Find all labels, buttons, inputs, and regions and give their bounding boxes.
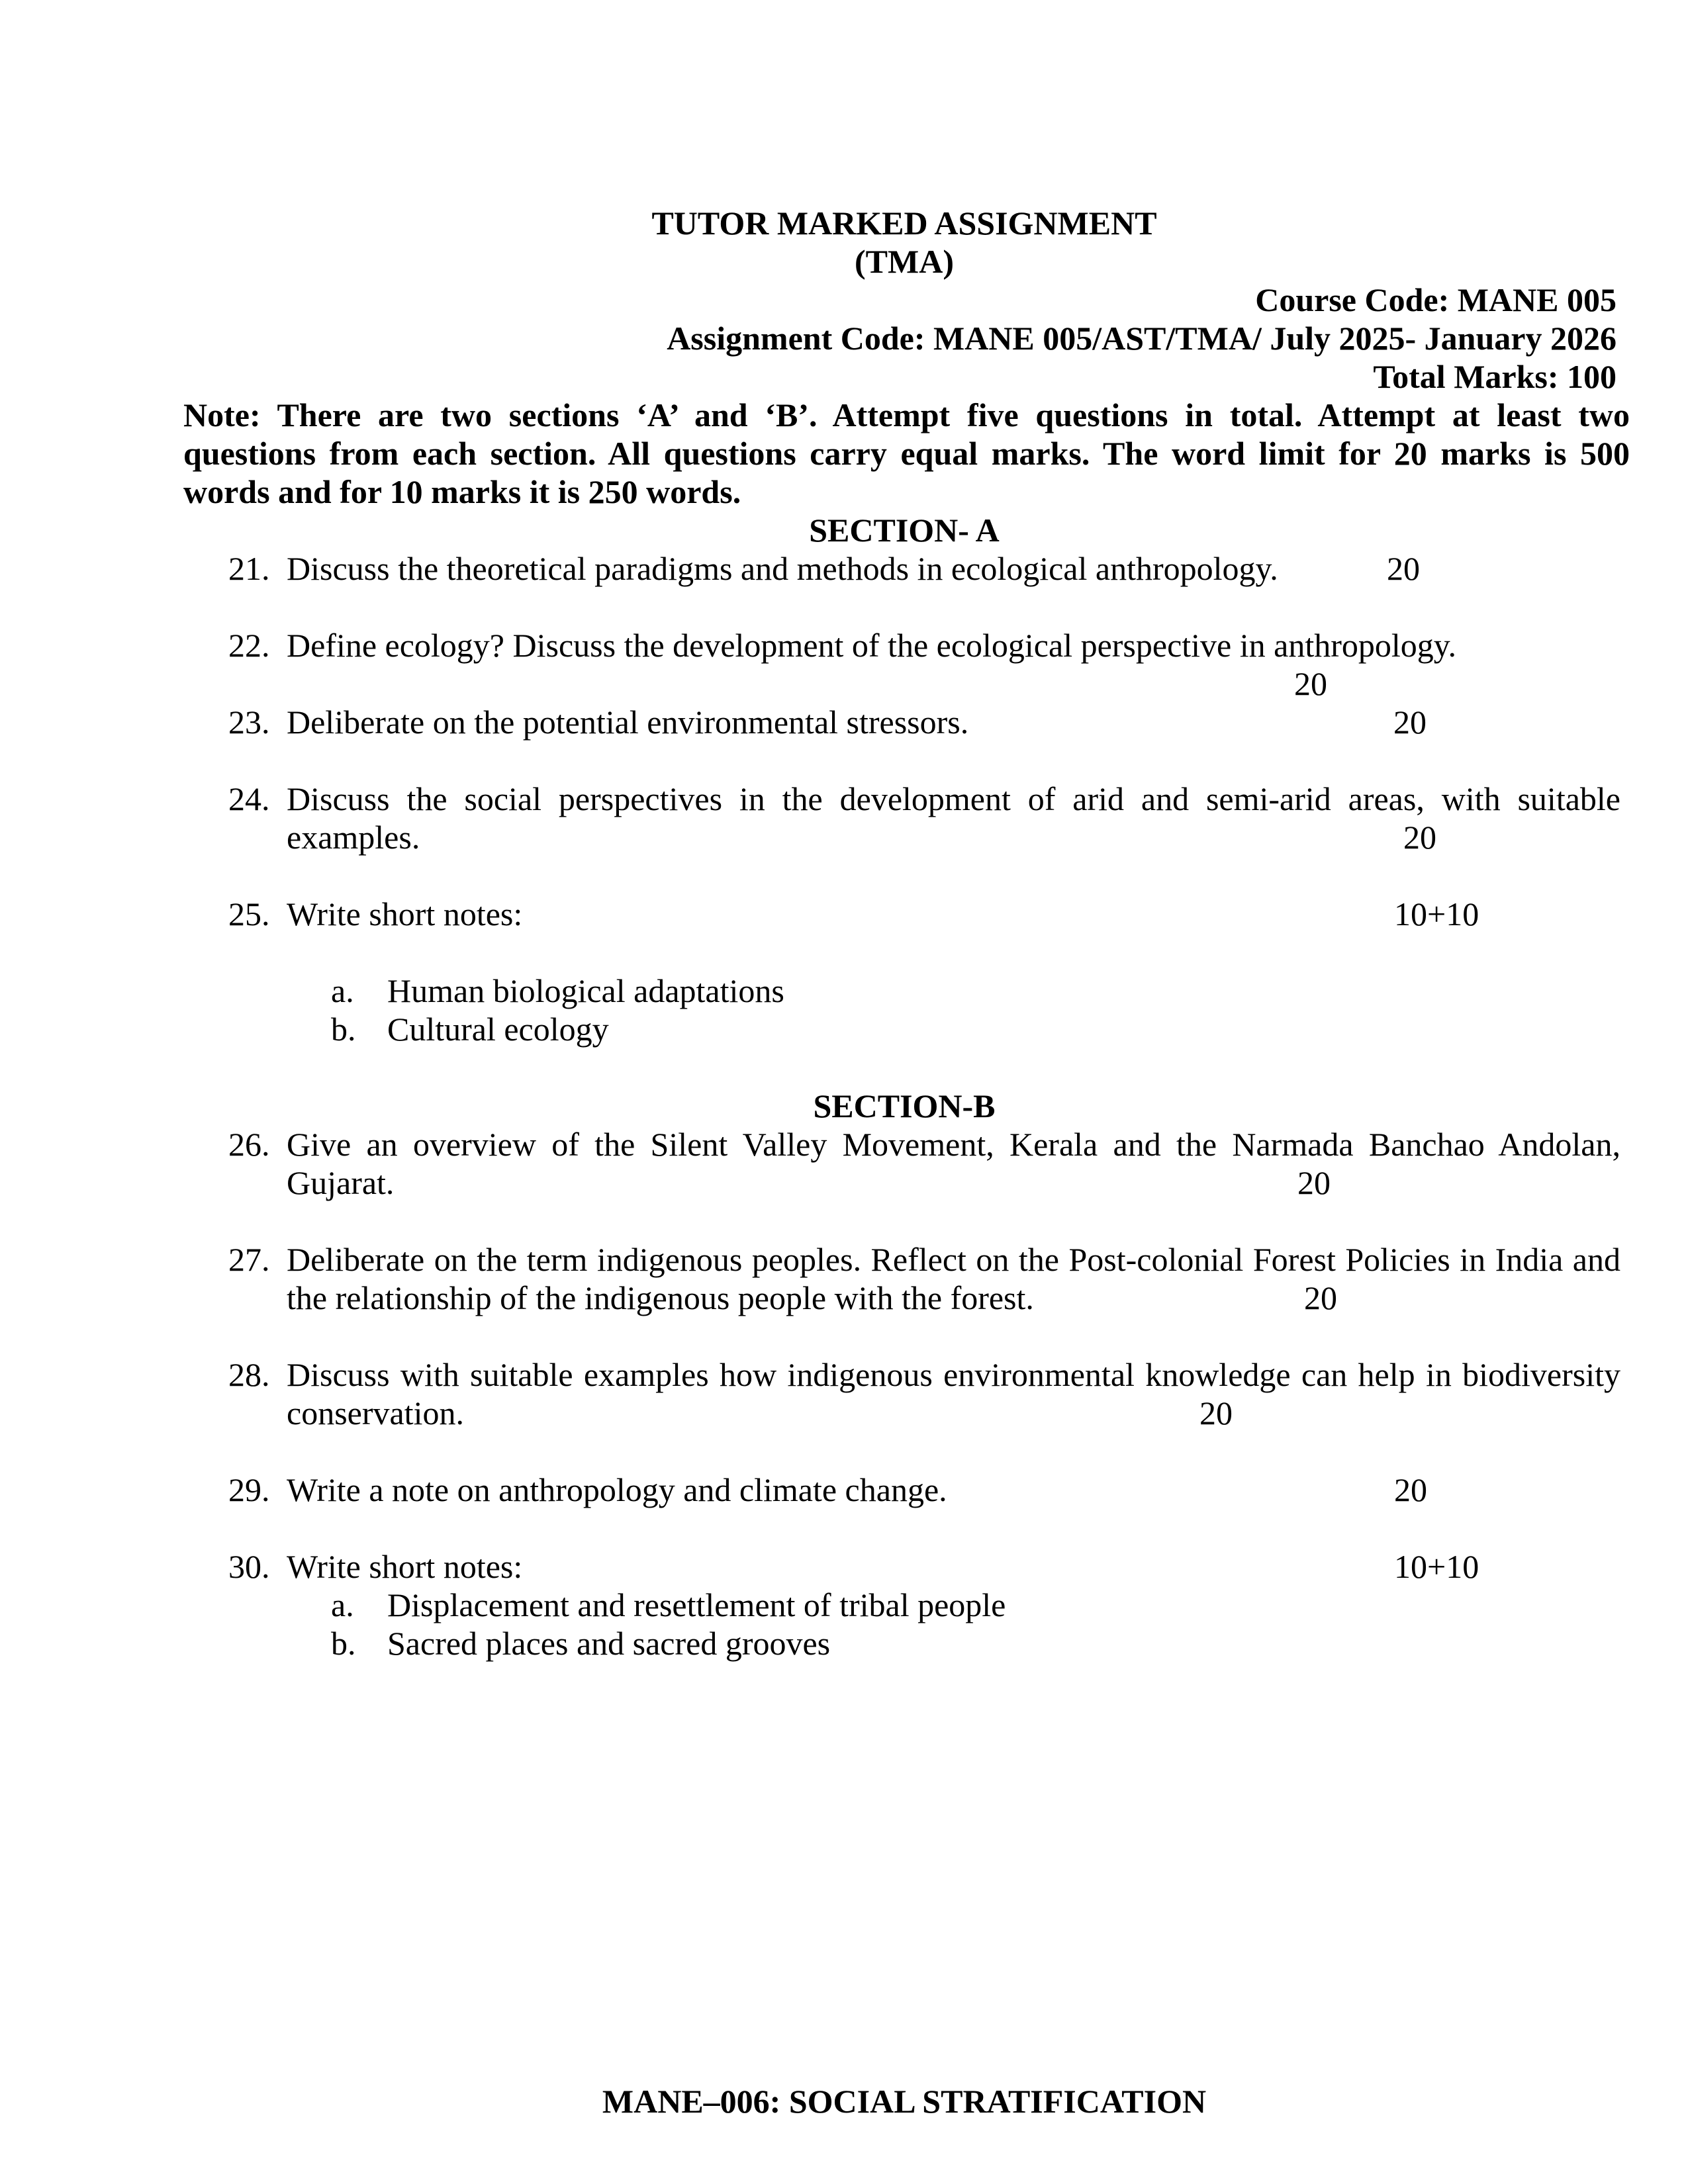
section-a-heading: SECTION- A — [809, 512, 1000, 549]
question-27-text-line-2: the relationship of the indigenous people with the forest. — [287, 1279, 1034, 1316]
question-30-item-a-label: a. — [331, 1586, 354, 1623]
course-code: Course Code: MANE 005 — [1255, 281, 1617, 318]
question-23-number: 23. — [228, 704, 270, 741]
note-line-1: Note: There are two sections ‘A’ and ‘B’. Attempt five questions in total. Attempt at least two — [183, 396, 1630, 433]
document-title: TUTOR MARKED ASSIGNMENT — [651, 205, 1157, 242]
question-26-text-line-2: Gujarat. — [287, 1164, 395, 1201]
question-23-marks: 20 — [1393, 704, 1427, 741]
question-26-marks: 20 — [1297, 1164, 1331, 1201]
question-21-number: 21. — [228, 550, 270, 587]
question-28-marks: 20 — [1199, 1394, 1233, 1432]
question-25-item-a-label: a. — [331, 972, 354, 1009]
question-30-marks: 10+10 — [1394, 1548, 1479, 1585]
question-30-text: Write short notes: — [287, 1548, 523, 1585]
question-27-marks: 20 — [1304, 1279, 1337, 1316]
question-30-item-b-label: b. — [331, 1625, 356, 1662]
question-24-marks: 20 — [1403, 819, 1436, 856]
question-25-item-b-text: Cultural ecology — [387, 1011, 609, 1048]
footer-course-title: MANE–006: SOCIAL STRATIFICATION — [602, 2083, 1207, 2120]
question-26-text-line-1: Give an overview of the Silent Valley Movement, Kerala and the Narmada Banchao Andolan, — [287, 1126, 1620, 1163]
question-30-number: 30. — [228, 1548, 270, 1585]
question-22-marks: 20 — [1294, 665, 1327, 702]
question-24-text-line-1: Discuss the social perspectives in the development of arid and semi-arid areas, with suitable — [287, 780, 1620, 817]
question-27-number: 27. — [228, 1241, 270, 1278]
question-21-marks: 20 — [1387, 550, 1420, 587]
question-27-text-line-1: Deliberate on the term indigenous peoples. Reflect on the Post-colonial Forest Policies in India and — [287, 1241, 1620, 1278]
question-28-text-line-1: Discuss with suitable examples how indigenous environmental knowledge can help in biodiversity — [287, 1356, 1620, 1393]
question-30-item-b-text: Sacred places and sacred grooves — [387, 1625, 831, 1662]
section-b-heading: SECTION-B — [813, 1087, 996, 1124]
question-25-number: 25. — [228, 895, 270, 933]
question-25-item-b-label: b. — [331, 1011, 356, 1048]
question-24-number: 24. — [228, 780, 270, 817]
note-line-3: words and for 10 marks it is 250 words. — [183, 473, 741, 510]
assignment-code: Assignment Code: MANE 005/AST/TMA/ July 2025- January 2026 — [667, 320, 1617, 357]
question-24-text-line-2: examples. — [287, 819, 420, 856]
question-28-text-line-2: conservation. — [287, 1394, 464, 1432]
question-23-text: Deliberate on the potential environmental stressors. — [287, 704, 969, 741]
question-22-number: 22. — [228, 627, 270, 664]
note-line-2: questions from each section. All questions carry equal marks. The word limit for 20 marks is 500 — [183, 435, 1630, 472]
question-26-number: 26. — [228, 1126, 270, 1163]
question-22-text: Define ecology? Discuss the development of the ecological perspective in anthropology. — [287, 627, 1457, 664]
question-25-marks: 10+10 — [1394, 895, 1479, 933]
document-subtitle: (TMA) — [855, 243, 954, 280]
question-29-number: 29. — [228, 1471, 270, 1508]
total-marks: Total Marks: 100 — [1373, 358, 1617, 395]
question-25-text: Write short notes: — [287, 895, 523, 933]
question-25-item-a-text: Human biological adaptations — [387, 972, 784, 1009]
question-28-number: 28. — [228, 1356, 270, 1393]
question-29-marks: 20 — [1394, 1471, 1427, 1508]
question-29-text: Write a note on anthropology and climate change. — [287, 1471, 947, 1508]
question-21-text: Discuss the theoretical paradigms and methods in ecological anthropology. — [287, 550, 1278, 587]
question-30-item-a-text: Displacement and resettlement of tribal people — [387, 1586, 1006, 1623]
